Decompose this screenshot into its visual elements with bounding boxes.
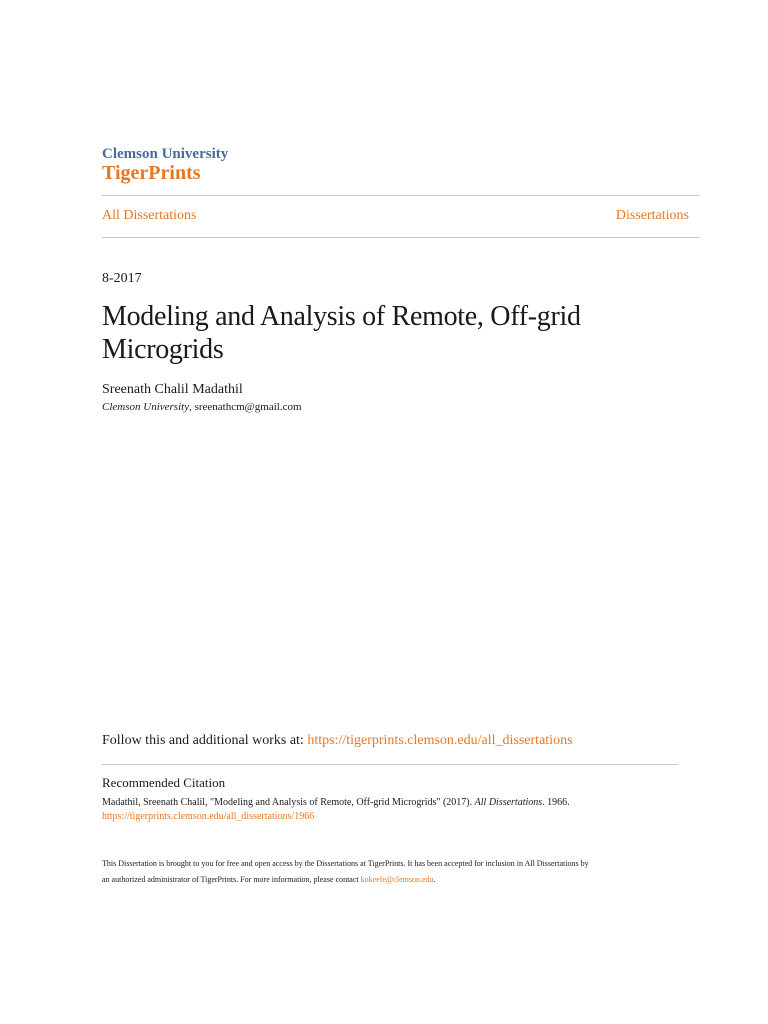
citation-text xyxy=(102,796,702,824)
author-affiliation xyxy=(102,400,302,414)
citation-url-link[interactable]: https://tigerprints.clemson.edu/all_dissertations/1966 xyxy=(102,811,315,822)
university-name: Clemson University xyxy=(102,146,229,162)
repository-name[interactable]: TigerPrints xyxy=(102,162,201,184)
follow-label: Follow this and additional works at: xyxy=(102,733,308,748)
follow-url-link[interactable]: https://tigerprints.clemson.edu/all_dissertations xyxy=(307,733,573,748)
disclaimer-line-2-post: . xyxy=(433,875,436,884)
top-divider xyxy=(102,195,700,196)
title-line-1: Modeling and Analysis of Remote, Off-grid xyxy=(102,301,581,332)
disclaimer-line-1: This Dissertation is brought to you for free and open access by the Dissertations at TigerPrints. It has been accepted for inclusion in All Dissertations by xyxy=(102,859,589,868)
all-dissertations-link[interactable]: All Dissertations xyxy=(102,208,197,223)
disclaimer-line-2 xyxy=(102,872,692,888)
citation-text-pre: Madathil, Sreenath Chalil, "Modeling and Analysis of Remote, Off-grid Microgrids" (2017). xyxy=(102,797,475,808)
citation-heading: Recommended Citation xyxy=(102,775,226,790)
author-email: sreenathcm@gmail.com xyxy=(194,401,302,413)
publication-date: 8-2017 xyxy=(102,271,142,286)
citation-line xyxy=(102,796,702,810)
affiliation-name: Clemson University xyxy=(102,401,190,413)
citation-url-line xyxy=(102,810,702,824)
affiliation-separator: , xyxy=(189,401,195,413)
disclaimer xyxy=(102,856,692,888)
follow-line xyxy=(102,732,573,750)
disclaimer-line-2-pre: an authorized administrator of TigerPrints. For more information, please contact xyxy=(102,875,361,884)
citation-series: All Dissertations xyxy=(474,797,543,808)
document-title xyxy=(102,300,702,366)
nav-divider xyxy=(102,237,700,238)
citation-divider xyxy=(102,764,678,765)
author-name: Sreenath Chalil Madathil xyxy=(102,382,243,397)
title-line-2: Microgrids xyxy=(102,334,224,365)
contact-email-link[interactable]: kokeefe@clemson.edu xyxy=(360,875,434,884)
citation-text-post: . 1966. xyxy=(542,797,570,808)
dissertations-link[interactable]: Dissertations xyxy=(615,208,689,223)
